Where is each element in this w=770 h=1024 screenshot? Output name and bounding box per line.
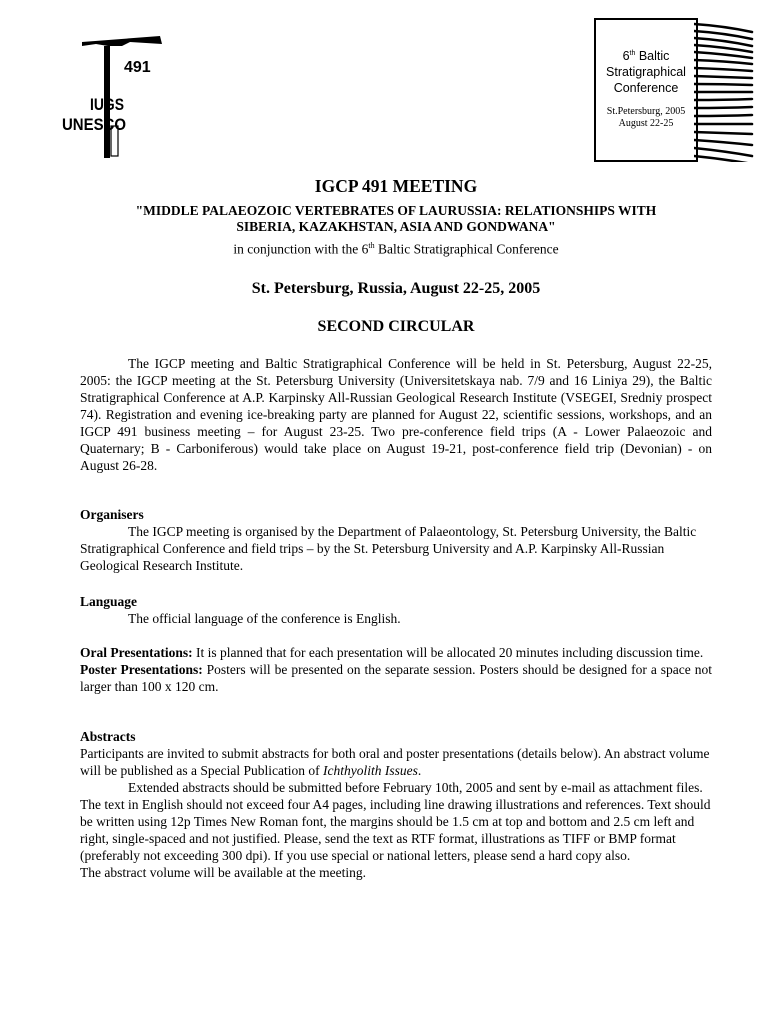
abstracts-section (80, 728, 712, 881)
conjunction-sup: th (368, 241, 375, 250)
logo-line2: Stratigraphical (606, 65, 686, 80)
abstracts-para3: The abstract volume will be available at the meeting. (80, 865, 367, 880)
conjunction-line (80, 238, 712, 258)
organisers-text: The IGCP meeting is organised by the Department of Palaeontology, St. Petersburg University, the Baltic Stratigraphical Conference and field trips – by the St. Petersburg University and A.P. Karpinsky All-Russian Geological Research Institute. (80, 524, 697, 573)
logo-title (596, 46, 696, 96)
presentations-section (80, 644, 712, 695)
logo-box (594, 18, 698, 162)
abstracts-para2: Extended abstracts should be submitted before February 10th, 2005 and sent by e-mail as attachment files. The text in English should not exceed four A4 pages, including line drawing illustrations and references. Text should be written using 12p Times New Roman font, the margins should be 1.5 cm at top and bottom and 2.5 cm left and right, single-spaced and not justified. Please, send the text as RTF format, illustrations as TIFF or BMP format (preferably not exceeding 300 dpi). If you use special or national letters, please send a hard copy also. (80, 780, 711, 863)
logo-line3: Conference (613, 81, 679, 96)
logo-ordinal-suffix: th (629, 50, 636, 57)
subtitle-line1: "MIDDLE PALAEOZOIC VERTEBRATES OF LAURUSSIA: RELATIONSHIPS WITH (135, 203, 657, 218)
oral-heading: Oral Presentations: (80, 645, 193, 660)
language-heading: Language (80, 594, 138, 609)
abstracts-para1-pre: Participants are invited to submit abstracts for both oral and poster presentations (details below). An abstract volume will be published as a Special Publication of (80, 746, 710, 778)
baltic-conference-logo (590, 14, 760, 166)
logo-place: St.Petersburg, 2005 (606, 106, 686, 117)
logo-date: August 22-25 (618, 118, 674, 129)
abstracts-heading: Abstracts (80, 729, 136, 744)
poster-text: Posters will be presented on the separate session. Posters should be designed for a space not larger than 100 x 120 cm. (80, 662, 712, 694)
intro-paragraph: The IGCP meeting and Baltic Stratigraphical Conference will be held in St. Petersburg, August 22-25, 2005: the IGCP meeting at the St. Petersburg University (Universitetskaya nab. 7/9 and 16 Liniya 29), the Baltic Stratigraphical Conference at A.P. Karpinsky All-Russian Geological Research Institute (VSEGEI, Sredniy prospect 74). Registration and evening ice-breaking party are planned for August 22, scientific sessions, workshops, and an IGCP 491 business meeting – for August 23-25. Two pre-conference field trips (A - Lower Palaeozoic and Quaternary; B - Carboniferous) would take place on August 19-21, post-conference field trip (Devonian) - on August 26-28. (80, 356, 712, 473)
oral-text: It is planned that for each presentation will be allocated 20 minutes including discussion time. (192, 645, 704, 660)
poster-heading: Poster Presentations: (80, 662, 203, 677)
oral-paragraph (80, 644, 712, 661)
poster-paragraph (80, 661, 712, 695)
organisers-heading: Organisers (80, 507, 144, 522)
stripes-decoration (694, 18, 756, 162)
logo-org2: UNESCO (62, 115, 126, 134)
circular-heading: SECOND CIRCULAR (317, 318, 475, 335)
abstracts-journal: Ichthyolith Issues (322, 763, 418, 778)
place-date: St. Petersburg, Russia, August 22-25, 2005 (251, 280, 541, 297)
igcp-logo (60, 34, 170, 162)
meeting-subtitle (80, 203, 712, 235)
conjunction-pre: in conjunction with the 6 (233, 241, 369, 257)
logo-number: 491 (124, 59, 151, 76)
logo-line1: Baltic (635, 49, 670, 64)
conjunction-post: Baltic Stratigraphical Conference (374, 241, 559, 257)
language-section (80, 593, 712, 627)
logo-place-date (596, 106, 696, 130)
title-block (80, 176, 712, 197)
abstracts-para1-post: . (417, 763, 422, 778)
meeting-title: IGCP 491 MEETING (314, 176, 478, 196)
intro-section (80, 355, 712, 474)
logo-org1: IUGS (90, 95, 124, 114)
language-text: The official language of the conference is English. (128, 611, 401, 626)
logo-ordinal: 6 (622, 49, 630, 64)
abstracts-para1 (80, 745, 712, 779)
subtitle-line2: SIBERIA, KAZAKHSTAN, ASIA AND GONDWANA" (236, 219, 556, 234)
organisers-section (80, 506, 712, 574)
hammer-icon (60, 34, 170, 162)
